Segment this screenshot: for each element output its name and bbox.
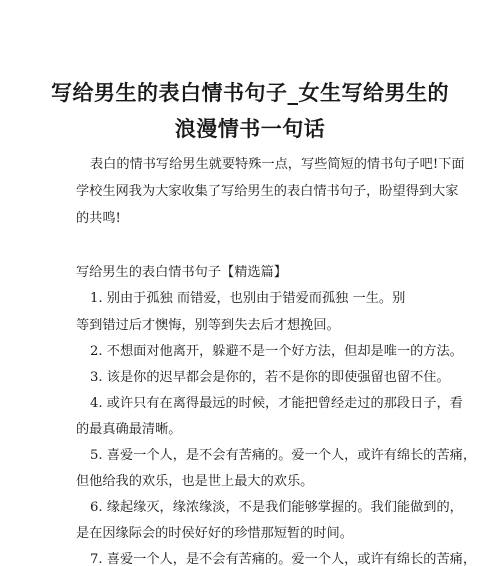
list-item-6-line-2: 是在因缘际会的时侯好好的珍惜那短暂的时间。 (76, 526, 353, 541)
document-title-line-2: 浪漫情书一句话 (174, 116, 326, 141)
section-heading: 写给男生的表白情书句子【精选篇】 (76, 265, 287, 280)
list-item-5-line-1: 5. 喜爱一个人，是不会有苦痛的。爱一个人，或许有绵长的苦痛， (90, 448, 477, 463)
list-item-1-line-1: 1. 别由于孤独 而错爱，也别由于错爱而孤独 一生。别 (90, 291, 406, 306)
list-item-4-line-2: 的最真确最清晰。 (76, 422, 182, 437)
list-item-5-line-2: 但他给我的欢乐，也是世上最大的欢乐。 (76, 474, 314, 489)
list-item-3: 3. 该是你的迟早都会是你的，若不是你的即使强留也留不住。 (90, 370, 450, 385)
list-item-4-line-1: 4. 或许只有在离得最远的时候，才能把曾经走过的那段日子，看 (90, 396, 463, 411)
intro-paragraph-line-2: 学校生网我为大家收集了写给男生的表白情书句子，盼望得到大家 (76, 184, 459, 199)
document-title-line-1: 写给男生的表白情书句子_女生写给男生的 (51, 80, 449, 105)
intro-paragraph-line-1: 表白的情书写给男生就要特殊一点，写些简短的情书句子吧!下面 (90, 157, 465, 172)
intro-paragraph-line-3: 的共鸣! (76, 211, 121, 226)
list-item-2: 2. 不想面对他离开，躲避不是一个好方法，但却是唯一的方法。 (90, 344, 463, 359)
list-item-6-line-1: 6. 缘起缘灭，缘浓缘淡，不是我们能够掌握的。我们能做到的， (90, 500, 463, 515)
list-item-1-line-2: 等到错过后才懊悔，别等到失去后才想挽回。 (76, 318, 340, 333)
list-item-7-line-1: 7. 喜爱一个人，是不会有苦痛的。爱一个人，或许有绵长的苦痛， (90, 552, 477, 566)
